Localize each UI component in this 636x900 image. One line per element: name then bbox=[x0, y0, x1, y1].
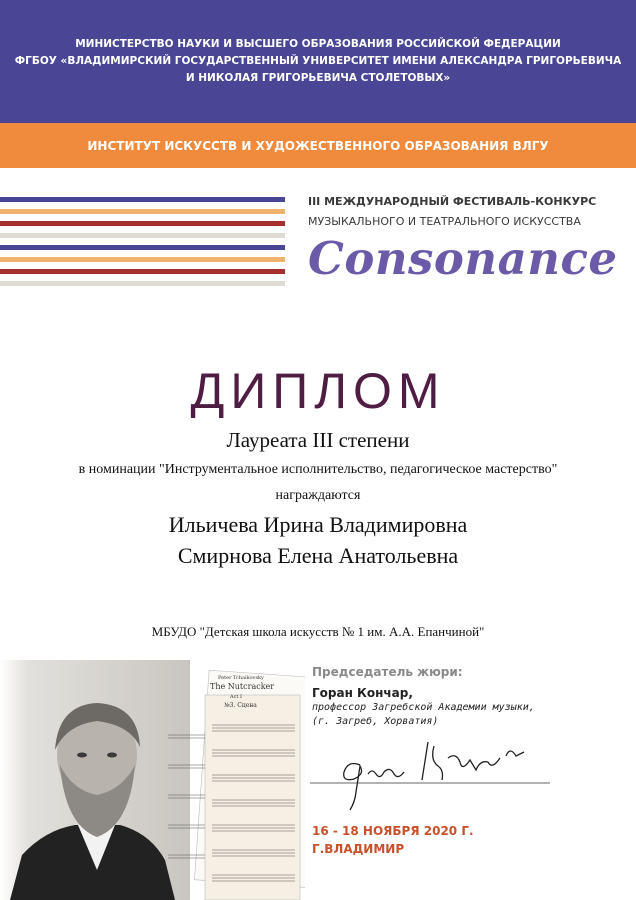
stripe bbox=[0, 281, 285, 286]
school-name: МБУДО "Детская школа искусств № 1 им. А.А. Епанчиной" bbox=[151, 624, 485, 639]
festival-title: III МЕЖДУНАРОДНЫЙ ФЕСТИВАЛЬ-КОНКУРС bbox=[308, 195, 597, 208]
awarded-label: награждаются bbox=[275, 488, 361, 503]
sheet-act: Act I bbox=[230, 694, 242, 700]
diploma-title: ДИПЛОМ bbox=[190, 363, 446, 419]
ministry-header bbox=[0, 0, 636, 123]
jury-chair-label: Председатель жюри: bbox=[312, 665, 463, 679]
festival-subtitle: МУЗЫКАЛЬНОГО И ТЕАТРАЛЬНОГО ИСКУССТВА bbox=[308, 215, 581, 228]
stripe bbox=[0, 209, 285, 214]
sheet-number: №3. Сцена bbox=[224, 702, 257, 709]
awardee-name: Ильичева Ирина Владимировна bbox=[168, 512, 468, 537]
jury-position-line: профессор Загребской Академии музыки, bbox=[312, 702, 535, 713]
event-dates: 16 - 18 НОЯБРЯ 2020 Г. bbox=[312, 824, 474, 838]
composer-portrait-illustration bbox=[0, 655, 305, 900]
stripe bbox=[0, 197, 285, 202]
jury-position-location: (г. Загреб, Хорватия) bbox=[312, 716, 439, 727]
stripe bbox=[0, 221, 285, 226]
nomination-text: в номинации "Инструментальное исполнительство, педагогическое мастерство" bbox=[78, 462, 558, 477]
sheet-composer: Peter Tchaikovsky bbox=[218, 675, 264, 681]
institute-name: ИНСТИТУТ ИСКУССТВ И ХУДОЖЕСТВЕННОГО ОБРАЗОВАНИЯ ВЛГУ bbox=[87, 138, 549, 153]
jury-chair-position bbox=[312, 701, 535, 729]
university-line-1: ФГБОУ «ВЛАДИМИРСКИЙ ГОСУДАРСТВЕННЫЙ УНИВЕРСИТЕТ ИМЕНИ АЛЕКСАНДРА ГРИГОРЬЕВИЧА bbox=[14, 55, 622, 67]
event-city: Г.ВЛАДИМИР bbox=[312, 842, 405, 856]
awardee-name: Смирнова Елена Анатольевна bbox=[177, 543, 459, 568]
stripe bbox=[0, 269, 285, 274]
university-line-2: И НИКОЛАЯ ГРИГОРЬЕВИЧА СТОЛЕТОВЫХ» bbox=[185, 72, 451, 84]
jury-signature bbox=[310, 730, 560, 820]
ministry-line-1: МИНИСТЕРСТВО НАУКИ И ВЫСШЕГО ОБРАЗОВАНИЯ РОССИЙСКОЙ ФЕДЕРАЦИИ bbox=[75, 38, 561, 50]
stripe bbox=[0, 233, 285, 238]
stripe bbox=[0, 257, 285, 262]
jury-chair-name: Горан Кончар, bbox=[312, 686, 413, 700]
stripe bbox=[0, 245, 285, 250]
laureate-degree: Лауреата III степени bbox=[226, 428, 410, 452]
festival-logo-text: Consonance bbox=[308, 232, 618, 285]
sheet-work-title: The Nutcracker bbox=[210, 682, 275, 691]
institute-banner bbox=[0, 123, 636, 168]
